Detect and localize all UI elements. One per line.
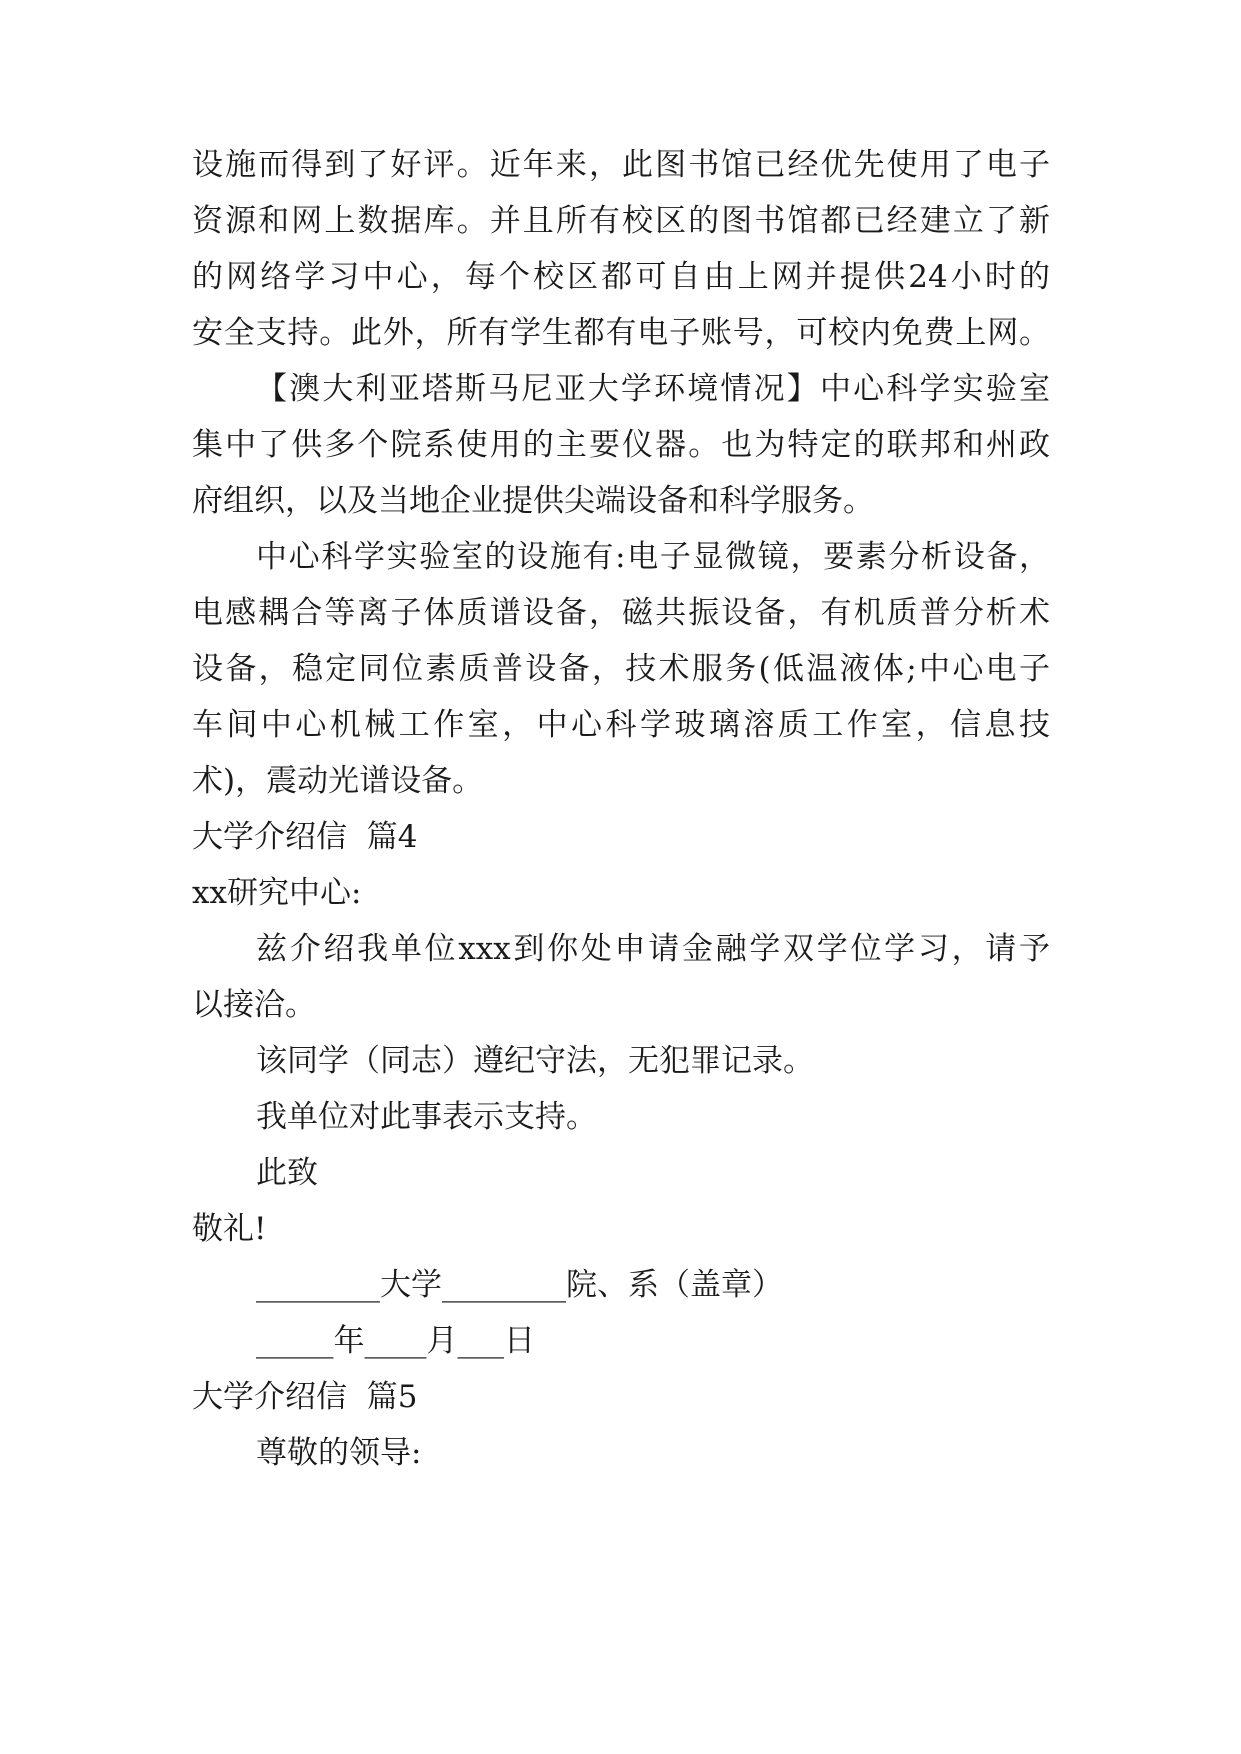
- body-text-line: 电感耦合等离子体质谱设备，磁共振设备，有机质普分析术: [192, 595, 1050, 631]
- body-text-line: 府组织，以及当地企业提供尖端设备和科学服务。: [192, 483, 874, 519]
- section-heading: 大学介绍信 篇4: [192, 819, 418, 855]
- body-text-line: 该同学（同志）遵纪守法，无犯罪记录。: [256, 1043, 814, 1079]
- document-page: [192, 0, 1050, 1754]
- signature-line: ________大学________院、系（盖章）: [256, 1267, 783, 1303]
- body-text-line: 我单位对此事表示支持。: [256, 1099, 597, 1135]
- closing-regards: 敬礼!: [192, 1211, 267, 1247]
- body-text-line: 车间中心机械工作室，中心科学玻璃溶质工作室，信息技: [192, 707, 1050, 743]
- body-text-line: 以接洽。: [192, 987, 316, 1023]
- salutation: 尊敬的领导:: [256, 1435, 422, 1471]
- body-text-line: 术)，震动光谱设备。: [192, 763, 484, 799]
- body-text-line: 设施而得到了好评。近年来，此图书馆已经优先使用了电子: [192, 147, 1050, 183]
- section-heading: 大学介绍信 篇5: [192, 1379, 418, 1415]
- body-text-line: 设备，稳定同位素质普设备，技术服务(低温液体;中心电子: [192, 651, 1050, 687]
- body-text-line: 资源和网上数据库。并且所有校区的图书馆都已经建立了新: [192, 203, 1050, 239]
- body-text-line: 安全支持。此外，所有学生都有电子账号，可校内免费上网。: [192, 315, 1050, 351]
- body-text-line: 集中了供多个院系使用的主要仪器。也为特定的联邦和州政: [192, 427, 1050, 463]
- salutation: xx研究中心:: [192, 875, 362, 911]
- body-text-line: 【澳大利亚塔斯马尼亚大学环境情况】中心科学实验室: [256, 371, 1050, 407]
- date-line: _____年____月___日: [256, 1323, 535, 1359]
- closing-line: 此致: [256, 1155, 318, 1191]
- body-text-line: 中心科学实验室的设施有:电子显微镜，要素分析设备，: [256, 539, 1050, 575]
- body-text-line: 兹介绍我单位xxx到你处申请金融学双学位学习，请予: [256, 931, 1050, 967]
- body-text-line: 的网络学习中心，每个校区都可自由上网并提供24小时的: [192, 259, 1050, 295]
